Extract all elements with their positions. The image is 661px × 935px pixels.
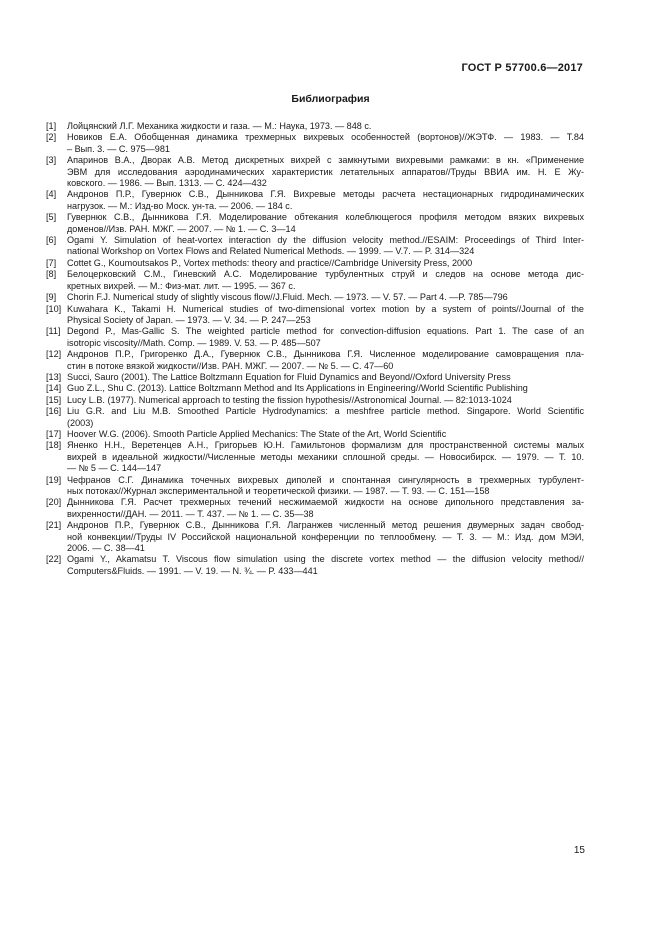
reference-number: [11] [46,326,61,337]
reference-line: Гувернюк С.В., Дынникова Г.Я. Моделирование обтекания колеблющегося профиля методом вязких вихревых [67,212,584,223]
reference-entry [46,429,584,440]
reference-line: Kuwahara K., Takami H. Numerical studies of two-dimensional vortex motion by a system of points//Journal of the [67,303,584,314]
reference-entry [46,258,584,269]
reference-number: [13] [46,371,62,382]
reference-number: [14] [46,383,62,394]
reference-line: ных потоках//Журнал экспериментальной и теоретической физики. — 1987. — Т. 93. — С. 151—158 [67,486,490,496]
reference-line: Чефранов С.Г. Динамика точечных вихревых диполей и спонтанная сингулярность в трехмерных турбулент- [67,474,584,485]
reference-number: [19] [46,474,62,485]
reference-line: — № 5 — С. 144—147 [67,463,162,474]
document-code: ГОСТ Р 57700.6—2017 [461,62,583,74]
reference-line: Андронов П.Р., Григоренко Д.А., Гувернюк С.В., Дынникова Г.Я. Численное моделирование самовращения пла- [67,349,584,360]
bibliography-list [46,121,584,577]
reference-entry [46,440,584,474]
reference-line: ковского. — 1986. — Вып. 1313. — С. 424—432 [67,178,267,189]
reference-number: [5] [46,212,57,223]
reference-line: Hoover W.G. (2006). Smooth Particle Applied Mechanics: The State of the Art, World Scientific [67,428,447,439]
reference-line: вихрей в идеальной жидкости//Численные методы механики сплошной среды. — Новосибирск. — 1979. — Т. 10. [67,451,584,462]
reference-number: [21] [46,520,62,531]
reference-line: Chorin F.J. Numerical study of slightly viscous flow//J.Fluid. Mech. — 1973. — V. 57. — Part 4. —P. 785—796 [67,292,508,303]
reference-text [67,349,584,372]
reference-entry [46,475,584,498]
reference-entry [46,497,584,520]
reference-text [67,475,584,498]
reference-entry [46,212,584,235]
reference-entry [46,554,584,577]
reference-number: [18] [46,440,62,451]
reference-number: [20] [46,497,62,508]
reference-line: isotropic viscosity//Math. Comp. — 1989. V. 53. — P. 485—507 [67,337,321,348]
bibliography-title: Библиография [291,93,370,105]
reference-line: national Workshop on Vortex Flows and Related Numerical Methods. — 1999. — V.7. — P. 314—324 [67,246,475,257]
reference-line: кретных вихрей. — М.: Физ-мат. лит. — 1995. — 367 с. [67,280,296,291]
reference-entry [46,121,584,132]
reference-line: Новиков Е.А. Обобщенная динамика трехмерных вихревых особенностей (вортонов)//ЖЭТФ. — 1983. — Т.84 [67,132,584,143]
reference-entry [46,155,584,189]
reference-text [67,292,584,303]
reference-entry [46,406,584,429]
reference-line: Physical Society of Japan. — 1973. — V. 34. — P. 247—253 [67,314,311,325]
reference-text [67,383,584,394]
reference-line: доменов//Изв. РАН. МЖГ. — 2007. — № 1. — С. 3—14 [67,223,296,234]
reference-text [67,429,584,440]
reference-text [67,406,584,429]
reference-number: [15] [46,394,62,405]
reference-text [67,258,584,269]
reference-number: [2] [46,132,57,143]
reference-number: [9] [46,292,57,303]
reference-line: ЭВМ для исследования аэродинамических характеристик летательных аппаратов//Труды ВВИА им. Н. Е Жу- [67,166,584,177]
reference-line: Яненко Н.Н., Веретенцев А.Н., Григорьев Ю.Н. Гамильтонов формализм для пространственной системы малых [67,440,584,451]
reference-line: Degond P., Mas-Gallic S. The weighted particle method for convection-diffusion equations. Part 1. The case of an [67,326,584,337]
reference-line: ной конвекции//Труды IV Российской национальной конференции по теплообмену. — Т. 3. — М.: Изд. дом МЭИ, [67,531,584,542]
reference-text [67,497,584,520]
reference-line: Cottet G., Koumoutsakos P., Vortex methods: theory and practice//Cambridge University Press, 2000 [67,257,473,268]
reference-entry [46,395,584,406]
reference-entry [46,383,584,394]
reference-text [67,212,584,235]
reference-number: [16] [46,406,62,417]
reference-entry [46,304,584,327]
reference-text [67,189,584,212]
reference-text [67,440,584,474]
reference-number: [6] [46,235,57,246]
reference-line: Лойцянский Л.Г. Механика жидкости и газа. — М.: Наука, 1973. — 848 с. [67,121,372,131]
reference-line: – Вып. 3. — С. 975—981 [67,143,170,154]
reference-text [67,304,584,327]
reference-entry [46,520,584,554]
reference-entry [46,235,584,258]
reference-number: [3] [46,155,57,166]
reference-number: [4] [46,189,57,200]
reference-text [67,132,584,155]
reference-text [67,235,584,258]
reference-entry [46,372,584,383]
reference-text [67,326,584,349]
reference-line: Андронов П.Р., Гувернюк С.В., Дынникова Г.Я. Вихревые методы расчета нестационарных гидродинамических [67,189,584,200]
reference-line: Computers&Fluids. — 1991. — V. 19. — N. ¾. — P. 433—441 [67,565,318,576]
reference-line: Апаринов В.А., Дворак А.В. Метод дискретных вихрей с замкнутыми вихревыми рамками: в кн. «Применение [67,155,584,166]
reference-entry [46,132,584,155]
reference-line: (2003) [67,417,94,428]
reference-text [67,395,584,406]
reference-text [67,554,584,577]
reference-text [67,269,584,292]
reference-text [67,520,584,554]
reference-line: Белоцерковский С.М., Гиневский А.С. Моделирование турбулентных струй и следов на основе метода дис- [67,269,584,280]
reference-entry [46,189,584,212]
reference-line: Lucy L.B. (1977). Numerical approach to testing the fission hypothesis//Astronomical Journal. — 82:1013-1024 [67,394,512,405]
reference-text [67,372,584,383]
reference-number: [1] [46,121,57,131]
reference-entry [46,269,584,292]
reference-number: [7] [46,257,57,268]
reference-text [67,155,584,189]
reference-line: вихренности//ДАН. — 2011. — Т. 437. — № 1. — С. 35—38 [67,508,314,519]
reference-number: [17] [46,428,62,439]
reference-line: Liu G.R. and Liu M.B. Smoothed Particle Hydrodynamics: a meshfree particle method. Singapore. World Scientific [67,406,584,417]
reference-line: Андронов П.Р., Гувернюк С.В., Дынникова Г.Я. Лагранжев численный метод решения двумерных задач свобод- [67,520,584,531]
reference-entry [46,292,584,303]
reference-line: Guo Z.L., Shu C. (2013). Lattice Boltzmann Method and Its Applications in Engineering//World Scientific Publishing [67,383,528,394]
reference-line: нагрузок. — М.: Изд-во Моск. ун-та. — 2006. — 184 с. [67,200,293,211]
reference-line: Ogami Y. Simulation of heat-vortex interaction dy the diffusion velocity method.//ESAIM: Proceedings of Third Inter- [67,235,584,246]
reference-entry [46,349,584,372]
reference-text [67,121,584,132]
reference-number: [22] [46,554,62,565]
reference-line: Дынникова Г.Я. Расчет трехмерных течений несжимаемой жидкости на основе дипольного представления за- [67,497,584,508]
reference-line: 2006. — С. 38—41 [67,543,145,554]
reference-entry [46,326,584,349]
page-number: 15 [573,845,585,856]
reference-number: [8] [46,269,57,280]
reference-line: Succi, Sauro (2001). The Lattice Boltzmann Equation for Fluid Dynamics and Beyond//Oxford University Press [67,371,511,382]
reference-number: [10] [46,303,62,314]
reference-line: Ogami Y., Akamatsu T. Viscous flow simulation using the discrete vortex method — the diffusion velocity method// [67,554,584,565]
reference-line: стин в потоке вязкой жидкости//Изв. РАН. МЖГ. — 2007. — № 5. — С. 47—60 [67,360,394,371]
reference-number: [12] [46,349,62,360]
